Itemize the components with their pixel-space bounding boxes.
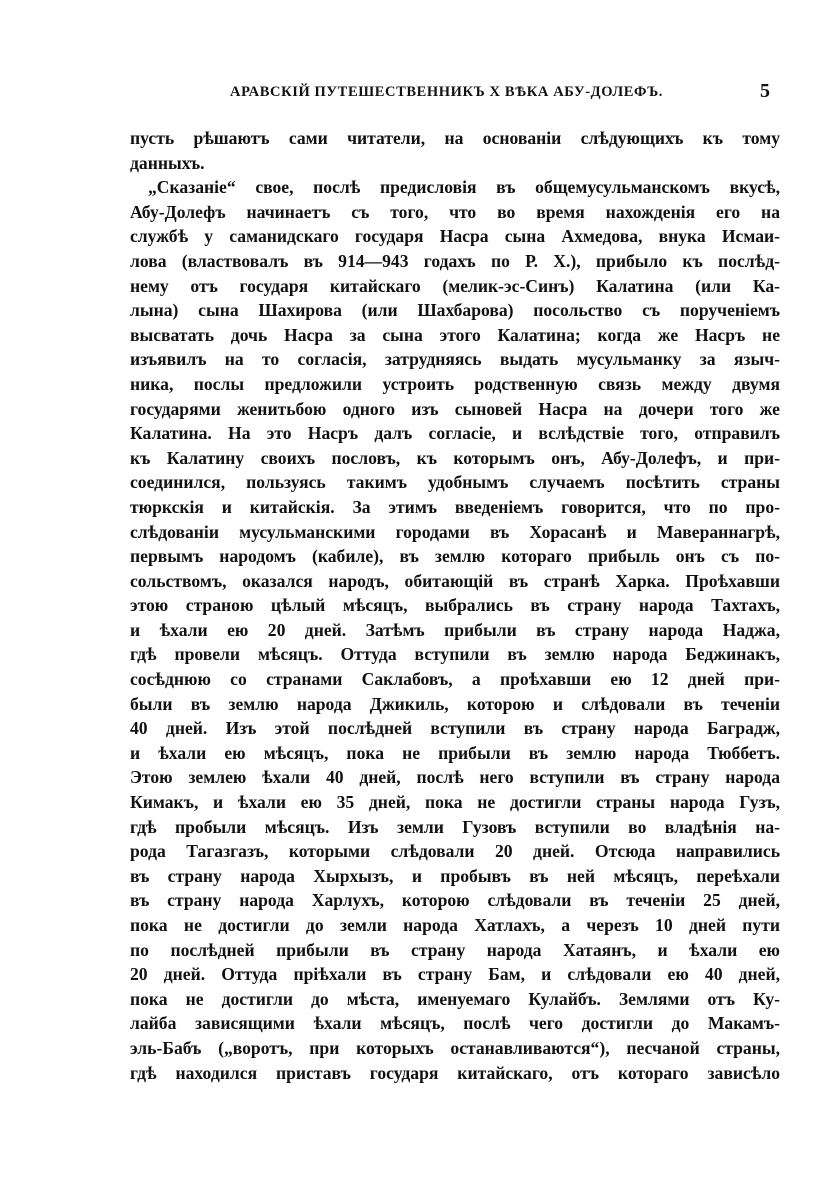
- text-line: Калатина. На это Насръ далъ согласіе, и вслѣдствіе того, отправилъ: [130, 423, 780, 444]
- text-line: по послѣдней прибыли въ страну народа Хатаянъ, и ѣхали ею: [130, 939, 780, 960]
- text-line: Кимакъ, и ѣхали ею 35 дней, пока не достигли страны народа Гузъ,: [130, 792, 780, 813]
- running-head: АРАВСКІЙ ПУТЕШЕСТВЕННИКЪ X ВѢКА АБУ-ДОЛЕФЪ.: [230, 84, 664, 100]
- text-line: лова (властвовалъ въ 914—943 годахъ по Р. Х.), прибыло къ послѣд-: [130, 250, 780, 271]
- text-line: службѣ у саманидскаго государя Насра сына Ахмедова, внука Исмаи-: [130, 226, 780, 247]
- text-line: были въ землю народа Джикиль, которою и слѣдовали въ теченіи: [130, 693, 780, 714]
- text-line: 40 дней. Изъ этой послѣдней вступили въ страну народа Баградж,: [130, 718, 780, 739]
- text-line: рода Тагазгазъ, которыми слѣдовали 20 дней. Отсюда направились: [130, 841, 780, 862]
- text-line: соединился, пользуясь такимъ удобнымъ случаемъ посѣтить страны: [130, 472, 780, 493]
- text-line: высватать дочь Насра за сына этого Калатина; когда же Насръ не: [130, 324, 780, 345]
- text-line: пусть рѣшаютъ сами читатели, на основаніи слѣдующихъ къ тому: [130, 128, 780, 148]
- text-line: государями женитьбою одного изъ сыновей Насра на дочери того же: [130, 398, 780, 419]
- text-line: тюркскія и китайскія. За этимъ введеніемъ говорится, что по про-: [130, 496, 780, 517]
- text-line: сольствомъ, оказался народъ, обитающій въ странѣ Харка. Проѣхавши: [130, 570, 780, 591]
- text-line: пока не достигли до мѣста, именуемаго Кулайбъ. Землями отъ Ку-: [130, 988, 780, 1009]
- text-line: гдѣ провели мѣсяцъ. Оттуда вступили въ землю народа Беджинакъ,: [130, 644, 780, 665]
- text-line: гдѣ находился приставъ государя китайскаго, отъ котораго зависѣло: [130, 1062, 780, 1083]
- text-line: этою страною цѣлый мѣсяцъ, выбрались въ страну народа Тахтахъ,: [130, 595, 780, 616]
- text-line: лайба зависящими ѣхали мѣсяцъ, послѣ чего достигли до Макамъ-: [130, 1013, 780, 1034]
- text-line: эль-Бабъ („воротъ, при которыхъ останавливаются“), песчаной страны,: [130, 1037, 780, 1058]
- text-line: въ страну народа Харлухъ, которою слѣдовали въ теченіи 25 дней,: [130, 890, 780, 911]
- text-line: „Сказаніе“ свое, послѣ предисловія въ общемусульманскомъ вкусѣ,: [148, 177, 780, 198]
- text-line: въ страну народа Хырхызъ, и пробывъ въ ней мѣсяцъ, переѣхали: [130, 865, 780, 886]
- text-line: нему отъ государя китайскаго (мелик-эс-Синъ) Калатина (или Ка-: [130, 275, 780, 296]
- text-line: гдѣ пробыли мѣсяцъ. Изъ земли Гузовъ вступили во владѣнія на-: [130, 816, 780, 837]
- text-line: ника, послы предложили устроить родственную связь между двумя: [130, 373, 780, 394]
- text-line: и ѣхали ею мѣсяцъ, пока не прибыли въ землю народа Тюббетъ.: [130, 742, 780, 763]
- text-line: къ Калатину своихъ пословъ, къ которымъ онъ, Абу-Долефъ, и при-: [130, 447, 780, 468]
- text-line: Этою землею ѣхали 40 дней, послѣ него вступили въ страну народа: [130, 767, 780, 788]
- text-line: лына) сына Шахирова (или Шахбарова) посольство съ порученіемъ: [130, 300, 780, 321]
- text-line: первымъ народомъ (кабиле), въ землю котораго прибыль онъ съ по-: [130, 546, 780, 567]
- text-line: данныхъ.: [130, 152, 205, 173]
- text-line: и ѣхали ею 20 дней. Затѣмъ прибыли въ страну народа Наджа,: [130, 619, 780, 640]
- page-header: [130, 80, 770, 110]
- body-text: [130, 126, 780, 1085]
- text-line: слѣдованіи мусульманскими городами въ Хорасанѣ и Мавераннагрѣ,: [130, 521, 780, 542]
- text-line: 20 дней. Оттуда пріѣхали въ страну Бам, и слѣдовали ею 40 дней,: [130, 964, 780, 985]
- page-number: 5: [760, 80, 770, 102]
- text-line: пока не достигли до земли народа Хатлахъ, а черезъ 10 дней пути: [130, 915, 780, 935]
- text-line: изъявилъ на то согласія, затрудняясь выдать мусульманку за языч-: [130, 349, 780, 370]
- text-line: сосѣднюю со странами Саклабовъ, а проѣхавши ею 12 дней при-: [130, 669, 780, 690]
- text-line: Абу-Долефъ начинаетъ съ того, что во время нахожденія его на: [130, 201, 780, 222]
